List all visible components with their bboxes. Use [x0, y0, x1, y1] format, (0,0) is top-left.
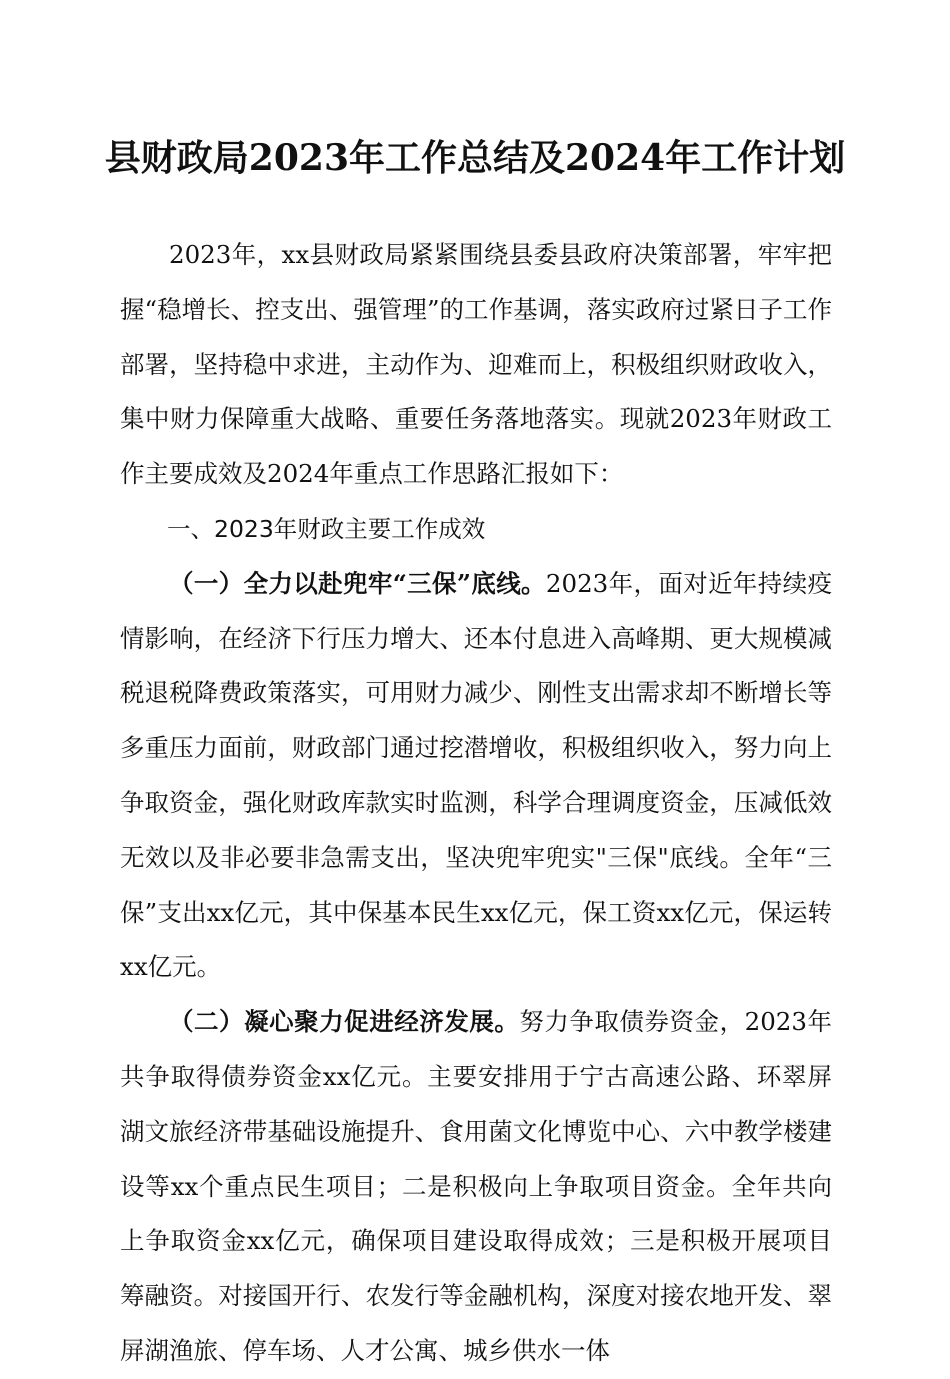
item-1-body: 2023年，面对近年持续疫情影响，在经济下行压力增大、还本付息进入高峰期、更大规模减税退税降费政策落实，可用财力减少、刚性支出需求却不断增长等多重压力面前，财政部门通过挖潜增收，积极组织收入，努力向上争取资金，强化财政库款实时监测，科学合理调度资金，压减低效无效以及非必要非急需支出，坚决兜牢兜实"三保"底线。全年“三保”支出xx亿元，其中保基本民生xx亿元，保工资xx亿元，保运转xx亿元。 — [120, 568, 832, 982]
item-1-lead: （一）全力以赴兜牢“三保”底线。 — [169, 568, 546, 598]
item-1-paragraph — [120, 557, 832, 995]
item-2-paragraph — [120, 995, 832, 1379]
section-heading-1: 一、2023年财政主要工作成效 — [167, 514, 486, 543]
item-2-lead: （二）凝心聚力促进经济发展。 — [169, 1007, 520, 1037]
item-2-body: 努力争取债券资金，2023年共争取得债券资金xx亿元。主要安排用于宁古高速公路、环翠屏湖文旅经济带基础设施提升、食用菌文化博览中心、六中教学楼建设等xx个重点民生项目；二是积极向上争取项目资金。全年共向上争取资金xx亿元，确保项目建设取得成效；三是积极开展项目筹融资。对接国开行、农发行等金融机构，深度对接农地开发、翠屏湖渔旅、停车场、人才公寓、城乡供水一体 — [120, 1007, 832, 1365]
document-body — [120, 228, 832, 1379]
document-title: 县财政局2023年工作总结及2024年工作计划 — [104, 137, 846, 179]
intro-paragraph: 2023年，xx县财政局紧紧围绕县委县政府决策部署，牢牢把握“稳增长、控支出、强管理”的工作基调，落实政府过紧日子工作部署，坚持稳中求进，主动作为、迎难而上，积极组织财政收入，集中财力保障重大战略、重要任务落地落实。现就2023年财政工作主要成效及2024年重点工作思路汇报如下： — [120, 240, 832, 489]
